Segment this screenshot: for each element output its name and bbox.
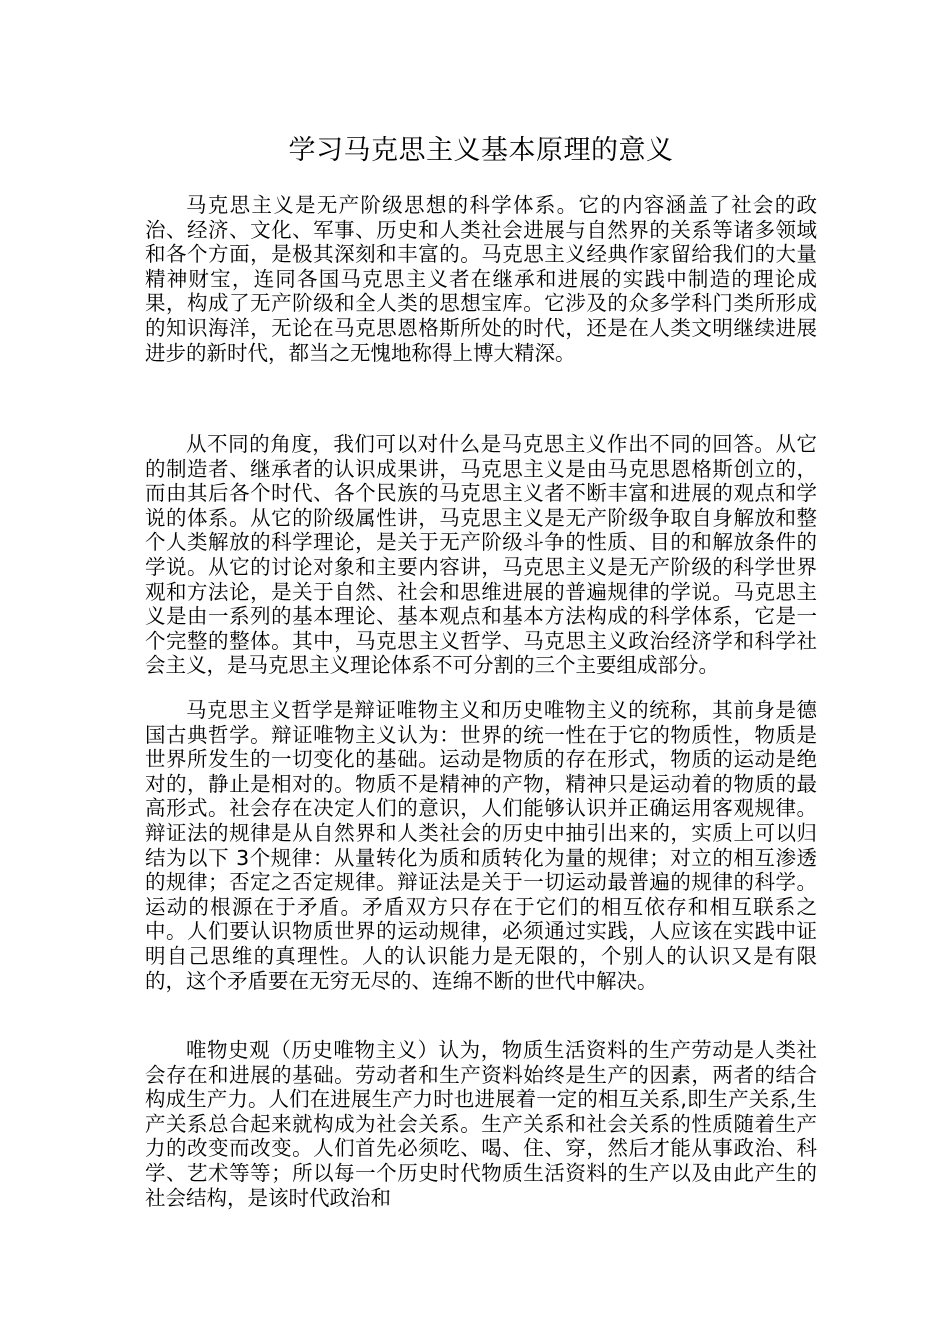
paragraph-2: 从不同的角度，我们可以对什么是马克思主义作出不同的回答。从它的制造者、继承者的认识成果讲，马克思主义是由马克思恩格斯创立的，而由其后各个时代、各个民族的马克思主义者不断丰富和进展的观点和学说的体系。从它的阶级属性讲，马克思主义是无产阶级争取自身解放和整个人类解放的科学理论，是关于无产阶级斗争的性质、目的和解放条件的学说。从它的讨论对象和主要内容讲，马克思主义是无产阶级的科学世界观和方法论，是关于自然、社会和思维进展的普遍规律的学说。马克思主义是由一系列的基本理论、基本观点和基本方法构成的科学体系，它是一个完整的整体。其中，马克思主义哲学、马克思主义政治经济学和科学社会主义，是马克思主义理论体系不可分割的三个主要组成部分。: [145, 432, 817, 678]
paragraph-3: 马克思主义哲学是辩证唯物主义和历史唯物主义的统称，其前身是德国古典哲学。辩证唯物主义认为：世界的统一性在于它的物质性，物质是世界所发生的一切变化的基础。运动是物质的存在形式，物质的运动是绝对的，静止是相对的。物质不是精神的产物，精神只是运动着的物质的最高形式。社会存在决定人们的意识，人们能够认识并正确运用客观规律。辩证法的规律是从自然界和人类社会的历史中抽引出来的，实质上可以归结为以下 3个规律：从量转化为质和质转化为量的规律；对立的相互渗透的规律；否定之否定规律。辩证法是关于一切运动最普遍的规律的科学。运动的根源在于矛盾。矛盾双方只存在于它们的相互依存和相互联系之中。人们要认识物质世界的运动规律，必须通过实践，人应该在实践中证明自己思维的真理性。人的认识能力是无限的，个别人的认识又是有限的，这个矛盾要在无穷无尽的、连绵不断的世代中解决。: [145, 698, 817, 993]
page-title: 学习马克思主义基本原理的意义: [288, 135, 674, 166]
paragraph-4: 唯物史观（历史唯物主义）认为，物质生活资料的生产劳动是人类社会存在和进展的基础。劳动者和生产资料始终是生产的因素，两者的结合构成生产力。人们在进展生产力时也进展着一定的相互关系,即生产关系,生产关系总合起来就构成为社会关系。生产关系和社会关系的性质随着生产力的改变而改变。人们首先必须吃、喝、住、穿，然后才能从事政治、科学、艺术等等；所以每一个历史时代物质生活资料的生产以及由此产生的社会结构，是该时代政治和: [145, 1038, 817, 1210]
paragraph-1: 马克思主义是无产阶级思想的科学体系。它的内容涵盖了社会的政治、经济、文化、军事、历史和人类社会进展与自然界的关系等诸多领域和各个方面，是极其深刻和丰富的。马克思主义经典作家留给我们的大量精神财宝，连同各国马克思主义者在继承和进展的实践中制造的理论成果，构成了无产阶级和全人类的思想宝库。它涉及的众多学科门类所形成的知识海洋，无论在马克思恩格斯所处的时代，还是在人类文明继续进展进步的新时代，都当之无愧地称得上博大精深。: [145, 193, 817, 365]
document-page: [145, 0, 817, 1344]
